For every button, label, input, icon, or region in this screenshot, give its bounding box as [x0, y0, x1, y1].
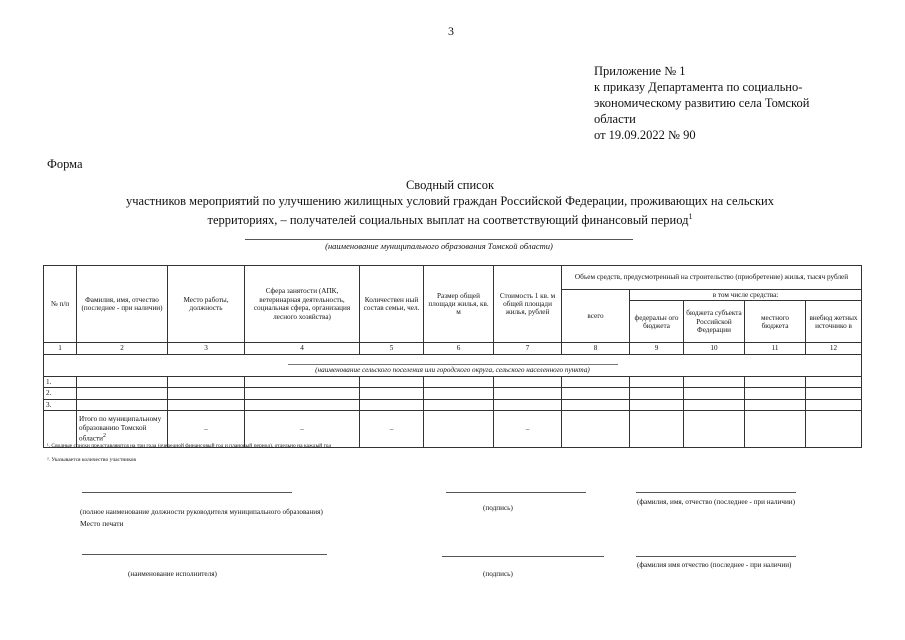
- executor-caption: (наименование исполнителя): [128, 570, 217, 578]
- header-federal: федеральн ого бюджета: [630, 301, 684, 343]
- stamp-place: Место печати: [80, 519, 124, 528]
- head-position-line: [82, 492, 292, 493]
- col-number: 8: [562, 343, 630, 354]
- footnote-1: ¹. Сводные списки представляются на три года (очередной финансовый год и плановый период), отдельно на каждый год: [47, 443, 332, 449]
- table-row: [44, 388, 862, 399]
- title-line-2: участников мероприятий по улучшению жилищных условий граждан Российской Федерации, проживающих на сельских: [125, 194, 774, 208]
- total-label: Итого по муниципальному образованию Томской области$^2$: [77, 411, 168, 448]
- fio-line: [636, 492, 796, 493]
- footnote-mark: 2: [103, 433, 107, 440]
- signature-caption-2: (подпись): [483, 570, 513, 578]
- col-number: 11: [745, 343, 806, 354]
- header-subject: бюджета субъекта Российской Федерации: [684, 301, 745, 343]
- table-row: [44, 376, 862, 387]
- appendix-block: [594, 63, 854, 143]
- total-dash: –: [245, 411, 360, 448]
- appendix-line: области: [594, 112, 636, 126]
- municipality-line: [245, 239, 633, 240]
- header-family: Количествен ный состав семьи, чел.: [360, 266, 424, 343]
- signature-line: [446, 492, 586, 493]
- col-number: 7: [494, 343, 562, 354]
- settlement-caption: (наименование сельского поселения или городского округа, сельского населенного пункта): [288, 364, 618, 374]
- total-dash: –: [168, 411, 245, 448]
- fio-caption-2: (фамилия имя отчество (последнее - при наличии): [637, 561, 792, 569]
- document-title: [40, 177, 860, 228]
- footnote-2: ². Указывается количество участников: [47, 457, 136, 463]
- title-line-3: территориях, – получателей социальных выплат на соответствующий финансовый период$^1$: [207, 212, 693, 228]
- col-number: 5: [360, 343, 424, 354]
- header-fio: Фамилия, имя, отчество (последнее - при наличии): [77, 266, 168, 343]
- header-total: всего: [562, 290, 630, 343]
- appendix-line: экономическому развитию села Томской: [594, 96, 810, 110]
- header-num: № п/п: [44, 266, 77, 343]
- header-local: местного бюджета: [745, 301, 806, 343]
- summary-table: [43, 265, 862, 448]
- fio-line-2: [636, 556, 796, 557]
- municipality-caption: (наименование муниципального образования Томской области): [325, 241, 553, 251]
- appendix-line: к приказу Департамента по социально-: [594, 80, 803, 94]
- col-number: 3: [168, 343, 245, 354]
- executor-line: [82, 554, 327, 555]
- footnote-mark: 1: [688, 212, 693, 221]
- col-number: 2: [77, 343, 168, 354]
- total-row: [44, 411, 862, 448]
- col-number: 6: [424, 343, 494, 354]
- signature-caption: (подпись): [483, 504, 513, 512]
- table-row: [44, 399, 862, 410]
- fio-caption: (фамилия, имя, отчество (последнее - при наличии): [637, 498, 796, 506]
- col-number: 9: [630, 343, 684, 354]
- form-label: Форма: [47, 157, 83, 171]
- appendix-line: от 19.09.2022 № 90: [594, 128, 696, 142]
- header-area: Размер общей площади жилья, кв. м: [424, 266, 494, 343]
- total-dash: –: [360, 411, 424, 448]
- page-number: 3: [448, 24, 454, 38]
- header-funds: Объем средств, предусмотренный на строительство (приобретение) жилья, тысяч рублей: [562, 266, 862, 290]
- row-number: 2.: [44, 388, 77, 399]
- signature-line-2: [442, 556, 604, 557]
- header-work: Место работы, должность: [168, 266, 245, 343]
- col-number: 12: [806, 343, 862, 354]
- title-line-1: Сводный список: [405, 178, 495, 192]
- head-position-caption: (полное наименование должности руководителя муниципального образования): [80, 508, 323, 516]
- header-extra: внебюд жетных источнико в: [806, 301, 862, 343]
- appendix-line: Приложение № 1: [594, 64, 686, 78]
- header-sphere: Сфера занятости (АПК, ветеринарная деятельность, социальная сфера, организация лесного хозяйства): [245, 266, 360, 343]
- row-number: 1.: [44, 376, 77, 387]
- header-cost: Стоимость 1 кв. м общей площади жилья, рублей: [494, 266, 562, 343]
- col-number: 4: [245, 343, 360, 354]
- col-number: 10: [684, 343, 745, 354]
- row-number: 3.: [44, 399, 77, 410]
- header-incl: в том числе средства:: [630, 290, 862, 301]
- col-number: 1: [44, 343, 77, 354]
- total-dash: –: [494, 411, 562, 448]
- settlement-row: [44, 354, 862, 376]
